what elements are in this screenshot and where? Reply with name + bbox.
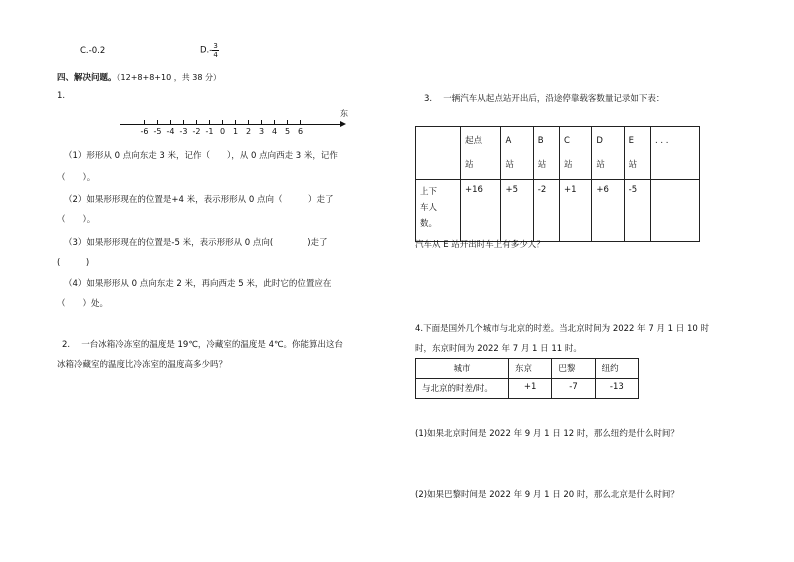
fraction-numerator: 3 [213, 42, 218, 50]
table-header-cell: A 站 [501, 127, 533, 180]
table-value-cell: +1 [560, 180, 592, 242]
number-line-tick-label: -6 [140, 127, 149, 136]
number-line-tick-label: -5 [153, 127, 162, 136]
number-line-tick [183, 120, 184, 124]
table-header-cell: . . . [651, 127, 700, 180]
q1-item-2a: （2）如果形形现在的位置是+4 米，表示形形从 0 点向（ ）走了 [64, 195, 334, 205]
number-line-tick [261, 120, 262, 124]
table-row [416, 359, 639, 379]
section-header [57, 71, 221, 83]
table-row-label: 上下 车人 数。 [416, 180, 461, 242]
number-line-tick [144, 120, 145, 124]
option-d [200, 42, 219, 59]
q3-table [415, 126, 700, 242]
number-line-tick-label: 5 [284, 127, 291, 136]
table-header-cell: E 站 [624, 127, 650, 180]
axis-label-east: 东 [340, 109, 348, 118]
number-line-axis [120, 124, 342, 125]
number-line-tick [248, 120, 249, 124]
q4-intro-2: 时，东京时间为 2022 年 7 月 1 日 11 时。 [415, 344, 582, 354]
table-value-cell [651, 180, 700, 242]
number-line-tick-label: 2 [245, 127, 252, 136]
q3-intro: 3. 一辆汽车从起点站开出后，沿途停靠载客数量记录如下表： [424, 94, 665, 104]
number-line-tick-label: 4 [271, 127, 278, 136]
table-value-cell: -13 [595, 379, 638, 399]
q4-intro-1: 4.下面是国外几个城市与北京的时差。当北京时间为 2022 年 7 月 1 日 10 时 [415, 324, 709, 334]
number-line-tick [157, 120, 158, 124]
q1-item-3b: ( ) [57, 258, 90, 268]
table-row-label: 与北京的时差/时。 [416, 379, 509, 399]
q4-sub-1: (1)如果北京时间是 2022 年 9 月 1 日 12 时，那么纽约是什么时间？ [415, 429, 679, 439]
number-line-tick-label: 6 [297, 127, 304, 136]
table-value-cell: +16 [461, 180, 501, 242]
q4-sub-2: (2)如果巴黎时间是 2022 年 9 月 1 日 20 时，那么北京是什么时间？ [415, 490, 679, 500]
number-line-arrow [340, 121, 346, 127]
table-row [416, 379, 639, 399]
number-line-tick-label: 0 [219, 127, 226, 136]
q3-question: 汽车从 E 站开出时车上有多少人？ [415, 240, 545, 250]
table-header-cell: B 站 [533, 127, 559, 180]
table-value-cell: -7 [552, 379, 595, 399]
table-header-cell: C 站 [560, 127, 592, 180]
number-line-tick-label: -1 [205, 127, 214, 136]
number-line-tick [196, 120, 197, 124]
option-c: C.-0.2 [80, 46, 106, 56]
table-header-cell: 巴黎 [552, 359, 595, 379]
table-value-cell: -2 [533, 180, 559, 242]
table-value-cell: +5 [501, 180, 533, 242]
q4-table [415, 358, 639, 399]
number-line-tick [235, 120, 236, 124]
number-line-tick-label: 1 [232, 127, 239, 136]
q2-line-2: 冰箱冷藏室的温度比冷冻室的温度高多少吗？ [57, 360, 228, 370]
option-d-fraction [212, 42, 218, 59]
number-line-tick-label: -4 [166, 127, 175, 136]
number-line-tick [222, 120, 223, 124]
section-title: 四、解决问题。 [57, 73, 117, 83]
table-header-cell: 东京 [509, 359, 552, 379]
q1-item-1b: （ ）。 [57, 173, 96, 183]
q1-item-3a: （3）如果形形现在的位置是-5 米，表示形形从 0 点向( )走了 [64, 238, 328, 248]
q1-number: 1. [57, 91, 66, 101]
q1-item-4b: （ ）处。 [57, 299, 109, 309]
table-corner-cell [416, 127, 461, 180]
table-header-cell: 起点 站 [461, 127, 501, 180]
fraction-denominator: 4 [213, 51, 218, 59]
table-value-cell: +6 [592, 180, 624, 242]
number-line-tick-label: -3 [179, 127, 188, 136]
table-header-cell: D 站 [592, 127, 624, 180]
number-line-tick-label: 3 [258, 127, 265, 136]
table-header-cell: 城市 [416, 359, 509, 379]
number-line-tick [209, 120, 210, 124]
q2-line-1: 2. 一台冰箱冷冻室的温度是 19℃，冷藏室的温度是 4℃。你能算出这台 [62, 340, 344, 350]
table-value-cell: -5 [624, 180, 650, 242]
number-line-tick-label: -2 [192, 127, 201, 136]
number-line-tick [287, 120, 288, 124]
table-value-cell: +1 [509, 379, 552, 399]
q1-item-2b: （ ）。 [57, 215, 96, 225]
number-line-tick [274, 120, 275, 124]
number-line-tick [300, 120, 301, 124]
q1-item-4a: （4）如果形形从 0 点向东走 2 米，再向西走 5 米，此时它的位置应在 [64, 279, 332, 289]
q1-item-1a: （1）形形从 0 点向东走 3 米，记作（ ），从 0 点向西走 3 米，记作 [64, 151, 338, 161]
number-line [120, 124, 346, 138]
number-line-tick [170, 120, 171, 124]
section-points: （12+8+8+10 ，共 38 分） [116, 73, 221, 82]
option-d-prefix: D.- [200, 45, 213, 56]
table-row [416, 127, 700, 180]
table-row [416, 180, 700, 242]
table-header-cell: 纽约 [595, 359, 638, 379]
